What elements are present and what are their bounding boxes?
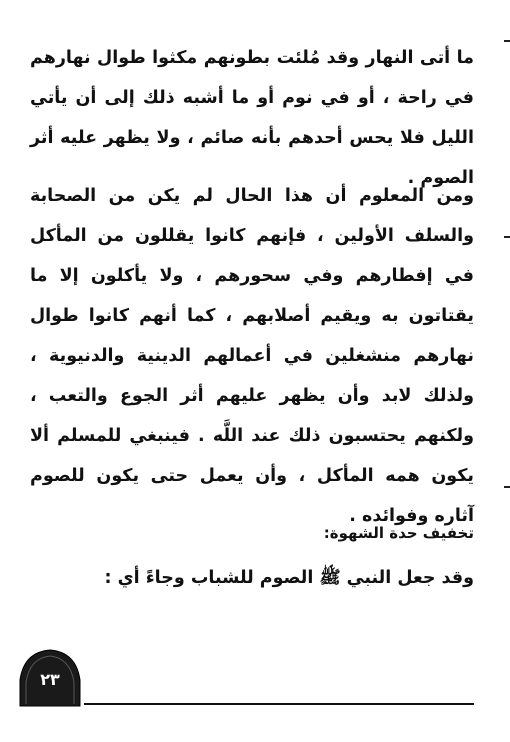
edge-mark xyxy=(504,236,510,238)
paragraph-2: ومن المعلوم أن هذا الحال لم يكن من الصحابة والسلف الأولين ، فإنهم كانوا يقللون من المأكل في إفطارهم وفي سحورهم ، ولا يأكلون إلا ما يقتاتون به ويقيم أصلابهم ، كما أنهم كانوا طوال نهارهم منشغلين في أعمالهم الدينية والدنيوية ، ولذلك لابد وأن يظهر عليهم أثر الجوع والتعب ، ولكنهم يحتسبون ذلك عند اللَّه . فينبغي للمسلم ألا يكون همه المأكل ، وأن يعمل حتى يكون للصوم آثاره وفوائده . xyxy=(30,186,474,526)
paragraph-3-first-line: وقد جعل النبي ﷺ الصوم للشباب وجاءً أي : xyxy=(104,568,474,588)
page-number: ٢٣ xyxy=(40,670,60,689)
footer-rule xyxy=(84,703,474,705)
section-heading: تخفيف حدة الشهوة: xyxy=(323,524,474,542)
edge-mark xyxy=(504,40,510,42)
edge-mark xyxy=(504,486,510,488)
paragraph-1: ما أتى النهار وقد مُلئت بطونهم مكثوا طوال نهارهم في راحة ، أو في نوم أو ما أشبه ذلك إلى أن يأتي الليل فلا يحس أحدهم بأنه صائم ، ولا يظهر عليه أثر الصوم . xyxy=(30,48,474,188)
